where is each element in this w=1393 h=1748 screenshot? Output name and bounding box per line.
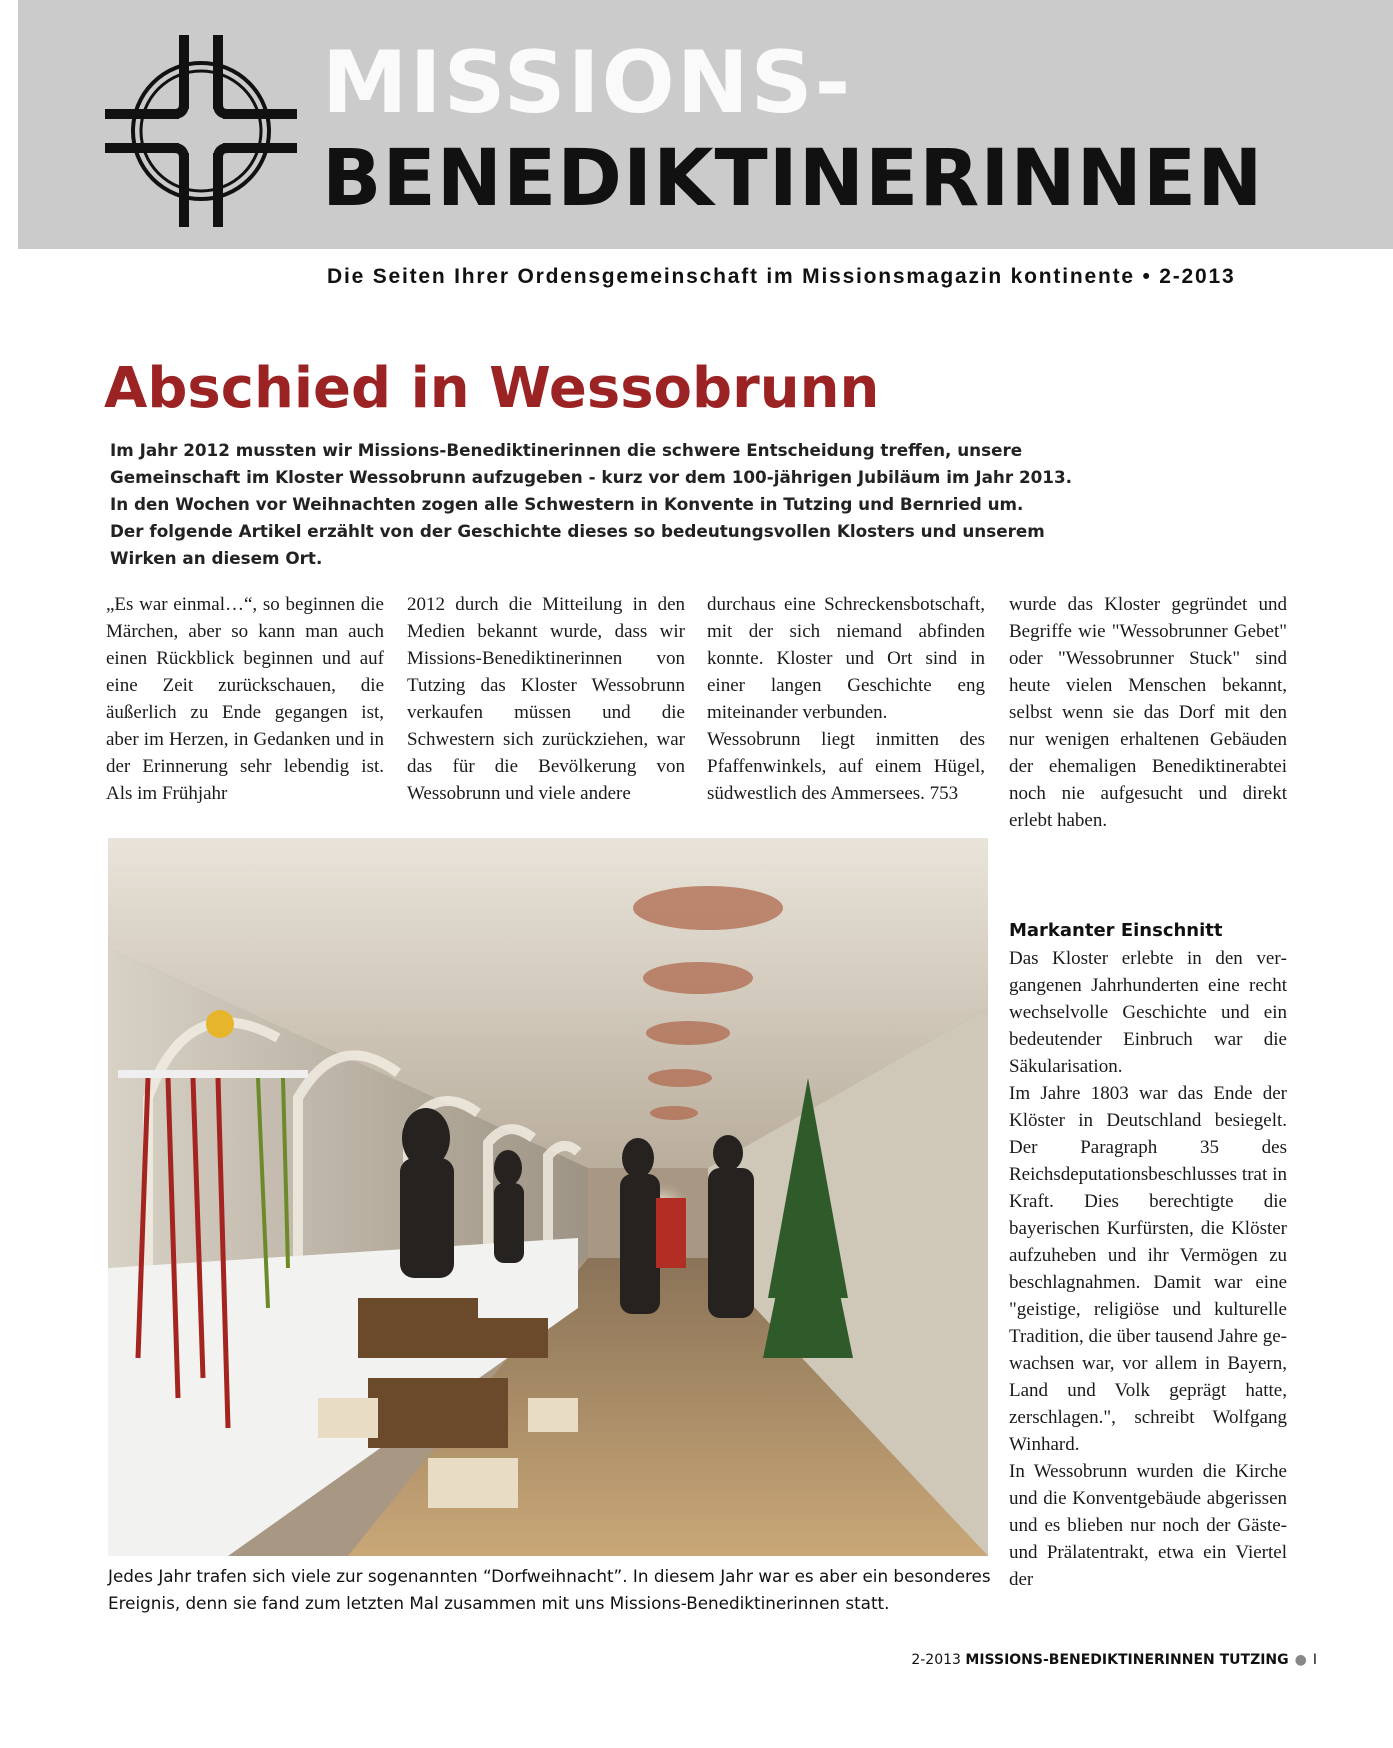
intro-line: In den Wochen vor Weihnachten zogen alle Schwestern in Konvente in Tutzing und Bernried um. xyxy=(110,494,1024,514)
intro-line: Gemeinschaft im Kloster Wessobrunn aufzugeben - kurz vor dem 100-jährigen Jubiläum im Jahr 2013. xyxy=(110,467,1073,487)
intro-line: Im Jahr 2012 mussten wir Missions-Benediktinerinnen die schwere Entscheidung treffen, unsere xyxy=(110,440,1023,460)
column-4-paragraph-1: wurde das Kloster gegründet und Begriffe wie "Wessobrunner Gebet" oder "Wessobrunner Stuck" sind heute vielen Menschen bekannt, selbst wenn sie das Dorf mit den nur wenigen erhaltenen Gebäuden der ehemaligen Benediktinerabtei noch nie aufgesucht und direkt erlebt haben. xyxy=(1009,594,1287,831)
body-column-4-continued xyxy=(1009,917,1287,1593)
article-headline: Abschied in Wessobrunn xyxy=(104,356,880,421)
benedictine-cross-icon xyxy=(104,34,298,228)
intro-line: Wirken an diesem Ort. xyxy=(110,548,323,568)
section-subheading: Markanter Einschnitt xyxy=(1009,920,1223,941)
magazine-name: kontinente xyxy=(1010,265,1135,288)
footer-publisher: MISSIONS-BENEDIKTINERINNEN TUTZING xyxy=(965,1652,1289,1668)
intro-line: Der folgende Artikel erzählt von der Geschichte dieses so bedeutungsvollen Klosters und unserem xyxy=(110,521,1045,541)
article-photo xyxy=(108,838,988,1556)
body-column-3 xyxy=(707,591,985,807)
column-4-paragraph-2: Das Kloster erlebte in den vergangenen Jahrhunderten eine recht wechselvolle Geschichte und ein bedeutender Einbruch war die Säkularisation. xyxy=(1009,948,1287,1077)
subtitle-prefix: Die Seiten Ihrer Ordensgemeinschaft im Missionsmagazin xyxy=(327,265,1011,288)
page-footer xyxy=(911,1652,1317,1668)
brand-title-line2: BENEDIKTINERINNEN xyxy=(322,134,1264,224)
column-3-paragraph-2: Wessobrunn liegt inmitten des Pfaffenwinkels, auf einem Hügel, südwestlich des Ammersees. 753 xyxy=(707,729,985,804)
subtitle-issue: • 2-2013 xyxy=(1134,265,1236,288)
footer-issue: 2-2013 xyxy=(911,1652,961,1668)
column-3-paragraph-1: durchaus eine Schreckensbotschaft, mit der sich niemand abfinden konnte. Kloster und Ort sind in einer langen Geschichte eng miteinander verbunden. xyxy=(707,594,985,723)
article-intro xyxy=(110,437,1073,572)
bullet-icon: ● xyxy=(1294,1652,1307,1668)
body-column-1: „Es war einmal…“, so beginnen die Märchen, aber so kann man auch einen Rückblick beginnen und auf eine Zeit zurückschauen, die äußerlich zu Ende gegangen ist, aber im Herzen, in Gedanken und in der Erinnerung sehr lebendig ist. Als im Frühjahr xyxy=(106,594,384,804)
brand-title-line1: MISSIONS- xyxy=(322,33,853,133)
body-column-2: 2012 durch die Mitteilung in den Medien bekannt wurde, dass wir Missions-Benediktinerinnen von Tutzing das Kloster Wessobrunn verkaufen müssen und die Schwestern sich zurückziehen, war das für die Bevölkerung von Wessobrunn und viele andere xyxy=(407,594,685,804)
column-4-paragraph-3: Im Jahre 1803 war das Ende der Klöster in Deutschland besiegelt. Der Paragraph 35 des Reichsdeputationsbeschlusses trat in Kraft. Dies berechtigte die bayerischen Kurfürsten, die Klöster aufzuheben und ihr Vermögen zu beschlagnahmen. Damit war eine "geistige, religiöse und kulturelle Tradition, die über tausend Jahre gewachsen war, vor allem in Bayern, Land und Volk geprägt hatte, zerschlagen.", schreibt Wolfgang Winhard. xyxy=(1009,1083,1287,1455)
footer-page-marker: I xyxy=(1312,1652,1317,1668)
caption-line: Jedes Jahr trafen sich viele zur sogenannten “Dorfweihnacht”. In diesem Jahr war es aber ein besonderes xyxy=(108,1566,991,1586)
column-4-paragraph-4: In Wessobrunn wurden die Kirche und die Konventgebäude abgerissen und es blieben nur noch der Gäste- und Prälatentrakt, etwa ein Viertel der xyxy=(1009,1461,1287,1590)
issue-subtitle xyxy=(327,265,1235,289)
body-column-4 xyxy=(1009,591,1287,834)
photo-caption xyxy=(108,1563,1008,1617)
caption-line: Ereignis, denn sie fand zum letzten Mal zusammen mit uns Missions-Benediktinerinnen statt. xyxy=(108,1593,890,1613)
